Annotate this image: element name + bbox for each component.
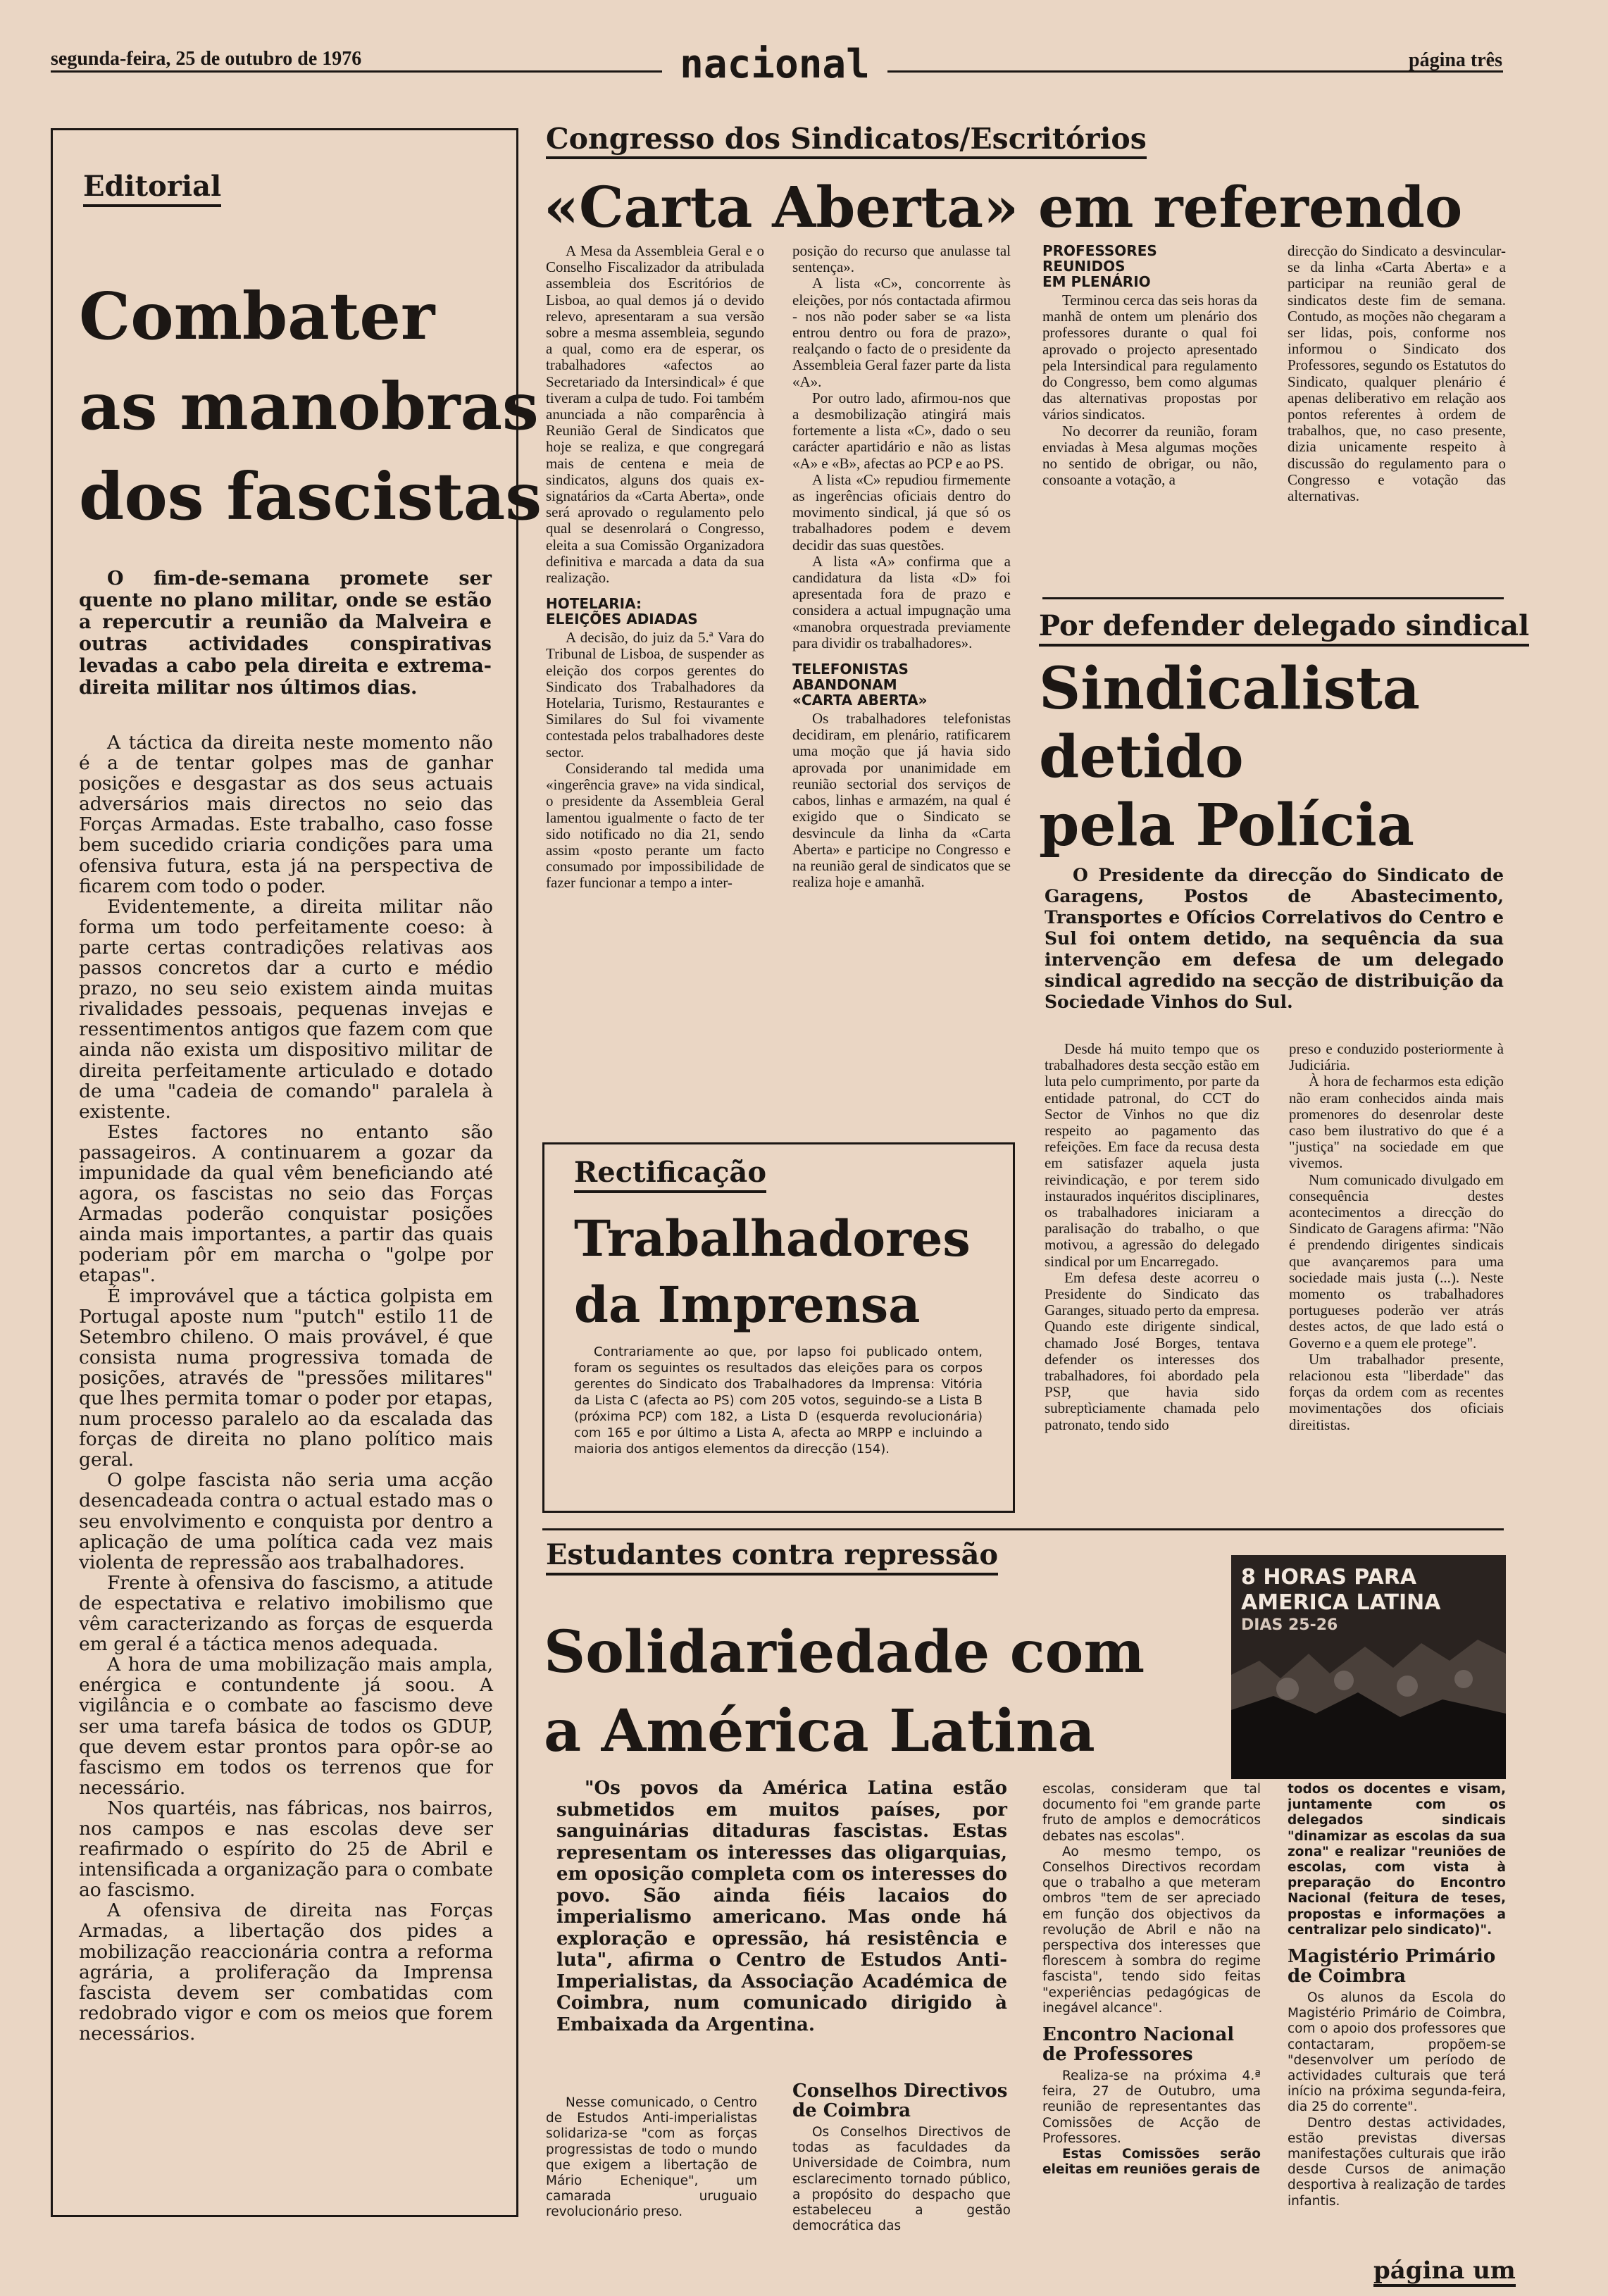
sindicalista-headline-line1: Sindicalista <box>1039 655 1421 723</box>
estudantes-headline-line2: a América Latina <box>544 1697 1095 1765</box>
section-title: nacional <box>662 44 887 86</box>
rectificacao-headline <box>574 1206 971 1338</box>
estudantes-lead-text: "Os povos da América Latina estão submetidos em muitos países, por sanguinárias ditaduras fascistas. Estas representam os interesses das oligarquias, em oposição completa com os interesses do povo. São ainda fiéis lacaios do imperialismo americano. Mas onde há exploração e opressão, há resistência e luta", afirma o Centro de Estudos Anti-Imperialistas, da Associação Académica de Coimbra, num comunicado dirigido à Embaixada da Argentina. <box>556 1778 1007 2035</box>
editorial-lead <box>79 568 492 699</box>
estudantes-paragraph: Dentro destas actividades, estão previstas diversas manifestações culturais que irão desde Cursos de animação desportiva à realização de tardes infantis. <box>1288 2115 1506 2209</box>
congresso-paragraph: Os trabalhadores telefonistas decidiram, em plenário, ratificarem uma moção que já havia sido aprovada por unanimidade em reunião sectorial dos serviços de cabos, linhas e armazém, na qual é exigido que o Sindicato se desvincule da linha da «Carta Aberta» e participe no Congresso e na reunião geral de sindicatos que se realiza hoje e amanhã. <box>792 710 1011 891</box>
page-number: página três <box>1409 49 1502 71</box>
editorial-paragraph: É improvável que a táctica golpista em Portugal aposte num "putch" estilo 11 de Setembro chileno. O mais provável, é que consista numa progressiva tomada de posições, através de "pressões militares" que lhes permita tomar o poder por etapas, num processo paralelo ao da escalada das forças de direita no plano político mais geral. <box>79 1285 493 1471</box>
editorial-body <box>79 732 493 2044</box>
estudantes-paragraph: todos os docentes e visam, juntamente com os delegados sindicais "dinamizar as escolas da sua zona" e realizar "reuniões de escolas, com vista à preparação do Encontro Nacional (feitura de teses, propostas e informações a centralizar pelo sindicato)". <box>1288 1782 1506 1938</box>
congresso-paragraph: Por outro lado, afirmou-nos que a desmobilização atingirá mais fortemente a lista «C», dado o seu carácter apartidário e não as listas «A» e «B», afectas ao PCP e ao PS. <box>792 389 1011 472</box>
congresso-paragraph: A decisão, do juiz da 5.ª Vara do Tribunal de Lisboa, de suspender as eleição dos corpos gerentes do Sindicato dos Trabalhadores da Hotelaria, Turismo, Restaurantes e Similares do Sul foi vivamente contestada pelos trabalhadores deste sector. <box>546 629 764 761</box>
encontro-subhead: Encontro Nacional de Professores <box>1042 2024 1235 2066</box>
sindicalista-paragraph: Em defesa deste acorreu o Presidente do Sindicato das Garanges, situado perto da empresa. Quando este dirigente sindical, chamado José Borges, tentava defender os interesses dos trabalhadores, foi abordado pela PSP, que havia sido subreptìciamente chamada pelo patronato, tendo sido <box>1045 1268 1259 1433</box>
issue-date: segunda-feira, 25 de outubro de 1976 <box>51 48 362 70</box>
congresso-paragraph: A lista «C», concorrente às eleições, por nós contactada afirmou - nos não poder saber se «a lista entrou dentro ou fora de prazo», realçando o facto de o presidente da Assembleia Geral fazer parte da lista «A». <box>792 275 1011 390</box>
estudantes-headline-line1: Solidariedade com <box>544 1618 1145 1686</box>
sindicalista-top-rule <box>1042 597 1504 599</box>
editorial-headline-line2: as manobras <box>79 368 539 444</box>
poster-text-line3: DIAS 25-26 <box>1241 1616 1338 1634</box>
editorial-headline <box>79 271 542 542</box>
editorial-headline-line3: dos fascistas <box>79 458 542 535</box>
poster-text-line1: 8 HORAS PARA <box>1241 1565 1417 1590</box>
estudantes-paragraph: Nesse comunicado, o Centro de Estudos Anti-imperialistas solidariza-se "com as forças progressistas de todo o mundo que exigem a libertação de Mário Echenique", um camarada uruguaio revolucionário preso. <box>546 2095 757 2220</box>
editorial-kicker-wrap <box>83 169 221 207</box>
congresso-col-4 <box>1288 243 1506 588</box>
rectificacao-kicker-wrap <box>574 1155 766 1193</box>
congresso-subhead-hotelaria: HOTELARIA: ELEIÇÕES ADIADAS <box>546 595 698 628</box>
rectificacao-kicker: Rectificação <box>574 1155 766 1193</box>
sindicalista-paragraph: Desde há muito tempo que os trabalhadores desta secção estão em luta pelo cumprimento, por parte da entidade patronal, do CCT do Sector de Vinhos no que diz respeito ao pagamento das refeições. Em face da recusa desta em satisfazer aquela justa reivindicação, e por terem sido instaurados inquéritos disciplinares, os trabalhadores iniciaram a paralisação do trabalho, o que motivou, a agressão do delegado sindical por um Encarregado. <box>1045 1041 1259 1270</box>
estudantes-paragraph: Estas Comissões serão eleitas em reuniões gerais de <box>1042 2147 1261 2178</box>
sindicalista-paragraph: Um trabalhador presente, relacionou esta "liberdade" das forças da ordem com as recentes movimentações dos oficiais direitistas. <box>1289 1350 1504 1433</box>
congresso-paragraph: No decorrer da reunião, foram enviadas à Mesa algumas moções no sentido de obrigar, ou não, consoante a votação, a <box>1042 422 1257 489</box>
rectificacao-headline-line2: da Imprensa <box>574 1275 921 1334</box>
magisterio-subhead: Magistério Primário de Coimbra <box>1288 1946 1496 1988</box>
sindicalista-col-2 <box>1289 1041 1504 1520</box>
editorial-headline-line1: Combater <box>79 278 435 354</box>
congresso-kicker-wrap <box>546 121 1147 159</box>
sindicalista-col-1 <box>1045 1041 1259 1520</box>
estudantes-headline <box>544 1613 1145 1771</box>
editorial-paragraph: Evidentemente, a direita militar não forma um todo perfeitamente coeso: à parte certas contradições relativas aos passos concretos dar a curto e médio prazo, no seu seio existem ainda muitas rivalidades pessoais, pequenas invejas e ressentimentos antigos que fazem com que ainda não exista um dispositivo militar de direita perfeitamente articulado e dotado de uma "cadeia de comando" paralela à existente. <box>79 895 493 1123</box>
sindicalista-kicker-wrap <box>1039 609 1529 647</box>
rectificacao-text: Contrariamente ao que, por lapso foi publicado ontem, foram os seguintes os resultados das eleições para os corpos gerentes do Sindicato dos Trabalhadores da Imprensa: Vitória da Lista C (afecta ao PS) com 205 votos, seguindo-se a Lista B (próxima PCP) com 182, a Lista D (esquerda revolucionária) com 165 e por último a Lista A, afecta ao MRPP e incluindo a maioria dos antigos elementos da direcção (154). <box>574 1344 983 1456</box>
congresso-paragraph: Terminou cerca das seis horas da manhã de ontem um plenário dos professores durante o qual foi aprovado o projecto apresentado pela Intersindical para regulamento do Congresso, bem como algumas das alternativas propostas por vários sindicatos. <box>1042 292 1257 423</box>
sindicalista-lead <box>1045 865 1504 1013</box>
sindicalista-headline <box>1039 655 1420 860</box>
sindicalista-lead-text: O Presidente da direcção do Sindicato de Garagens, Postos de Abastecimento, Transportes e Ofícios Correlativos do Centro e Sul foi ontem detido, na sequência da sua intervenção em defesa de um delegado sindical agredido na secção de distribuição da Sociedade Vinhos do Sul. <box>1045 865 1504 1012</box>
estudantes-paragraph: Os alunos da Escola do Magistério Primário de Coimbra, com o apoio dos professores que contactaram, propõem-se "desenvolver um período de actividades culturais que terá início na próxima segunda-feira, dia 25 do corrente". <box>1288 1990 1506 2115</box>
poster-photo <box>1231 1555 1506 1779</box>
congresso-paragraph: A lista «A» confirma que a candidatura da lista «D» foi apresentada fora de prazo e considera a actual impugnação uma «manobra orquestrada previamente para dividir os trabalhadores». <box>792 552 1011 651</box>
estudantes-top-rule <box>542 1528 1504 1530</box>
estudantes-paragraph: Os Conselhos Directivos de todas as faculdades da Universidade de Coimbra, num esclarecimento tornado público, a propósito do despacho que estabeleceu a gestão democrática das <box>792 2125 1011 2234</box>
congresso-kicker: Congresso dos Sindicatos/Escritórios <box>546 121 1147 159</box>
sindicalista-paragraph: Num comunicado divulgado em consequência destes acontecimentos a direcção do Sindicato de Garagens afirma: "Não é prendendo dirigentes sindicais que avançaremos para uma sociedade mais justa (...). Neste momento os trabalhadores portugueses poderão ver atrás destes actos, de que lado está o Governo e a quem ele protege". <box>1289 1171 1504 1352</box>
congresso-col-3 <box>1042 243 1257 588</box>
editorial-paragraph: A ofensiva de direita nas Forças Armadas, a libertação dos pides a mobilização reaccionária contra a reforma agrária, a proliferação da Imprensa fascista devem ser combatidas com redobrado vigor e com os meios que forem necessários. <box>79 1899 493 2045</box>
editorial-paragraph: Estes factores no entanto são passageiros. A continuarem a gozar da impunidade da qual vêm beneficiando até agora, os fascistas no seio das Forças Armadas poderão conquistar posições ainda mais importantes, a partir das quais poderiam pôr em marcha o "golpe por etapas". <box>79 1121 493 1287</box>
estudantes-col-a <box>546 2095 757 2243</box>
estudantes-kicker: Estudantes contra repressão <box>546 1537 998 1576</box>
sindicalista-paragraph: preso e conduzido posteriormente à Judiciária. <box>1289 1041 1504 1074</box>
poster-text-line2: AMERICA LATINA <box>1241 1590 1441 1615</box>
congresso-paragraph: Considerando tal medida uma «ingerência grave» na vida sindical, o presidente da Assembleia Geral lamentou igualmente o facto de ter sido notificado no dia 21, sendo assim «posto perante um facto consumado por impossibilidade de fazer funcionar a tempo a inter- <box>546 759 764 892</box>
sindicalista-paragraph: À hora de fecharmos esta edição não eram conhecidos ainda mais promenores do desenrolar deste caso bem ilustrativo do que é a "justiça" na sociedade em que vivemos. <box>1289 1073 1504 1172</box>
continues-on-page-link[interactable]: página um <box>1373 2257 1516 2287</box>
estudantes-col-d <box>1288 1782 1506 2247</box>
congresso-subhead-telefonistas: TELEFONISTAS ABANDONAM «CARTA ABERTA» <box>792 661 928 709</box>
estudantes-col-c <box>1042 1782 1261 2247</box>
congresso-paragraph: direcção do Sindicato a desvincular-se da linha «Carta Aberta» e a participar na reunião geral de sindicatos deste fim de semana. Contudo, as moções não chegaram a ser lidas, pois, conforme nos informou o Sindicato dos Professores, segundo os Estatutos do Sindicato, qualquer plenário é apenas deliberativo em relação aos pontos referentes à ordem de trabalhos, que, no caso presente, dizia unicamente respeito à discussão do regulamento para o Congresso e votação das alternativas. <box>1288 243 1506 505</box>
rectificacao-headline-line1: Trabalhadores <box>574 1209 971 1268</box>
editorial-paragraph: O golpe fascista não seria uma acção desencadeada contra o actual estado mas o seu envolvimento e conquista por dentro a aplicação de uma política cada vez mais violenta de repressão aos trabalhadores. <box>79 1469 493 1573</box>
estudantes-lead <box>556 1778 1007 2035</box>
estudantes-kicker-wrap <box>546 1537 998 1576</box>
estudantes-paragraph: escolas, consideram que tal documento foi "em grande parte fruto de amplos e democráticos debates nas escolas". <box>1042 1782 1261 1844</box>
estudantes-paragraph: Ao mesmo tempo, os Conselhos Directivos recordam que o trabalho a que meteram ombros "tem de ser apreciado em função dos objectivos da revolução de Abril e não na perspectiva dos interesses que florescem à sombra do regime fascista", tendo sido feitas "experiências pedagógicas de inegável alcance". <box>1042 1844 1261 2016</box>
editorial-lead-text: O fim-de-semana promete ser quente no plano militar, onde se estão a repercutir a reunião da Malveira e outras actividades conspirativas levadas a cabo pela direita e extrema-direita militar nos últimos dias. <box>79 568 492 699</box>
congresso-col-1 <box>546 243 764 1173</box>
congresso-paragraph: posição do recurso que anulasse tal sentença». <box>792 243 1011 276</box>
editorial-kicker: Editorial <box>83 169 221 207</box>
congresso-col-2 <box>792 243 1011 1173</box>
congresso-paragraph: A lista «C» repudiou firmemente as ingerências oficiais dentro do movimento sindical, já que só os trabalhadores podem e devem decidir das suas questões. <box>792 470 1011 554</box>
sindicalista-kicker: Por defender delegado sindical <box>1039 609 1529 647</box>
congresso-subhead-professores: PROFESSORES REUNIDOS EM PLENÁRIO <box>1042 243 1157 290</box>
sindicalista-headline-line2: detido <box>1039 723 1244 791</box>
congresso-paragraph: A Mesa da Assembleia Geral e o Conselho Fiscalizador da atribulada assembleia dos Escritórios de Lisboa, ao qual demos já o devido relevo, apresentaram a sua versão sobre a mesma assembleia, segundo a qual, como era de esperar, os trabalhadores «afectos ao Secretariado da Intersindical» é que tiveram a culpa de tudo. Foi também anunciada a não comparência à Reunião Geral de Sindicatos que hoje se realiza, e que congregará mais de centena e meia de sindicatos, alguns dos quais ex-signatários da «Carta Aberta», onde será aprovado o regulamento pelo qual se desenrolará o Congresso, eleita a sua Comissão Organizadora definitiva e marcada a data da sua realização. <box>546 243 764 587</box>
editorial-paragraph: A hora de uma mobilização mais ampla, enérgica e contundente já soou. A vigilância e o combate ao fascismo deve ser uma tarefa básica de todos os GDUP, que devem estar prontos para opôr-se ao fascismo em todos os terrenos que for necessário. <box>79 1654 493 1799</box>
estudantes-paragraph: Realiza-se na próxima 4.ª feira, 27 de Outubro, uma reunião de representantes das Comissões de Acção de Professores. <box>1042 2069 1261 2146</box>
editorial-paragraph: Frente à ofensiva do fascismo, a atitude de espectativa e relativo imobilismo que vêm caracterizando as forças de esquerda em geral é a táctica menos adequada. <box>79 1571 493 1656</box>
editorial-paragraph: A táctica da direita neste momento não é a de tentar golpes mas de ganhar posições e desgastar as dos seus actuais adversários mais directos no seio das Forças Armadas. Este trabalho, caso fosse bem sucedido criaria condições para uma ofensiva futura, esta já na perspectiva de ficarem com todo o poder. <box>79 732 493 897</box>
sindicalista-headline-line3: pela Polícia <box>1039 792 1414 859</box>
rectificacao-body <box>574 1344 983 1485</box>
conselhos-subhead: Conselhos Directivos de Coimbra <box>792 2081 1008 2121</box>
editorial-paragraph: Nos quartéis, nas fábricas, nos bairros, nos campos e nas escolas deve ser reafirmado o espírito do 25 de Abril e intensificada a organização para o combate ao fascismo. <box>79 1797 493 1902</box>
congresso-headline: «Carta Aberta» em referendo <box>544 174 1463 240</box>
estudantes-col-b <box>792 2081 1011 2243</box>
